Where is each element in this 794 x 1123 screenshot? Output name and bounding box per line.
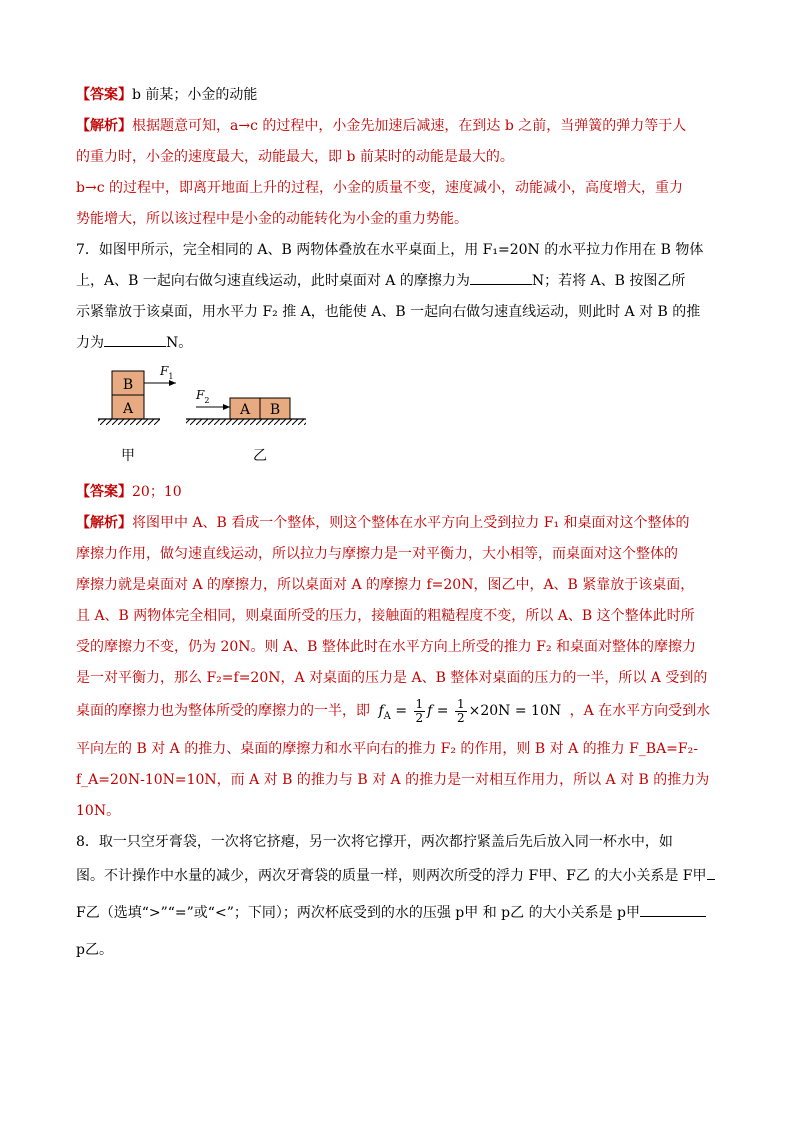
analysis-1-line-4: 势能增大，所以该过程中是小金的动能转化为小金的重力势能。: [76, 211, 468, 227]
formula: $f_A$ = $\frac{1}{2}$ f = $\frac{1}{2}$ ×20N = 10N: [378, 696, 562, 725]
question-7-line-1: 7．如图甲所示，完全相同的 A、B 两物体叠放在水平桌面上，用 F₁=20N 的水平拉力作用在 B 物体: [76, 242, 704, 258]
answer-tag: 【答案】: [76, 87, 132, 103]
analysis-2-line-9: f_A=20N-10N=10N，而 A 对 B 的推力与 B 对 A 的推力是一对相互作用力，所以 A 对 B 的推力为: [76, 771, 710, 788]
analysis-2-tag: 【解析】: [76, 515, 132, 531]
figure-blocks: [76, 359, 722, 477]
force-label-f1: $F_1$: [160, 364, 174, 381]
analysis-2-line-8: 平向左的 B 对 A 的推力、桌面的摩擦力和水平向右的推力 F₂ 的作用，则 B 对 A 的推力 F_BA=F₂-: [76, 740, 698, 757]
question-8-line-2: 图。不计操作中水量的减少，两次牙膏袋的质量一样，则两次所受的浮力 F甲、F乙 的大小关系是 F甲: [76, 867, 707, 884]
table-hatch-left: [98, 419, 160, 425]
analysis-2-line-6: 是一对平衡力，那么 F₂=f=20N，A 对桌面的压力是 A、B 整体对桌面的压力的一半，所以 A 受到的: [76, 670, 708, 686]
analysis-1-line-3: b→c 的过程中，即离开地面上升的过程，小金的质量不变，速度减小，动能减小，高度增大，重力: [76, 180, 683, 196]
block-b-side-label: B: [269, 402, 281, 418]
answer-blank-2[interactable]: [104, 331, 166, 347]
block-b-label: B: [122, 377, 134, 393]
answer-2-tag: 【答案】: [76, 484, 132, 500]
analysis-2-line-2: 摩擦力作用，做匀速直线运动，所以拉力与摩擦力是一对平衡力，大小相等，而桌面对这个整体的: [76, 546, 678, 562]
analysis-1-line-1: 根据题意可知，a→c 的过程中，小金先加速后减速，在到达 b 之前，当弹簧的弹力等于人: [132, 118, 687, 134]
analysis-2-line-3: 摩擦力就是桌面对 A 的摩擦力，所以桌面对 A 的摩擦力 f=20N，图乙中，A、B 紧靠放于该桌面，: [76, 577, 695, 593]
answer-text: b 前某；小金的动能: [132, 87, 258, 103]
analysis-2-line-7: 桌面的摩擦力也为整体所受的摩擦力的一半，即 $f_A$ = $\frac{1}{2}$ f = $\frac{1}{2}$ ×20N = 10N ，A 在水平方向受到水: [76, 696, 711, 725]
question-7-line-4b: N。: [166, 335, 193, 351]
answer-blank-4[interactable]: [640, 901, 706, 917]
question-7-line-2a: 上，A、B 一起向右做匀速直线运动，此时桌面对 A 的摩擦力为: [76, 273, 470, 289]
analysis-1: [76, 111, 722, 235]
blocks-diagram: [76, 359, 722, 477]
analysis-2-line-4: 且 A、B 两物体完全相同，则桌面所受的压力，接触面的粗糙程度不变，所以 A、B 这个整体此时所: [76, 608, 695, 624]
fraction-half-1: $\frac{1}{2}$: [415, 696, 424, 725]
question-7-line-3: 示紧靠放于该桌面，用水平力 F₂ 推 A，也能使 A、B 一起向右做匀速直线运动，则此时 A 对 B 的推: [76, 304, 701, 320]
analysis-2-line-5: 受的摩擦力不变，仍为 20N。则 A、B 整体此时在水平方向上所受的推力 F₂ 和桌面对整体的摩擦力: [76, 639, 697, 655]
force-label-f2: $F_2$: [196, 388, 210, 405]
analysis-2-line-1: 将图甲中 A、B 看成一个整体，则这个整体在水平方向上受到拉力 F₁ 和桌面对这个整体的: [132, 515, 690, 531]
analysis-tag: 【解析】: [76, 118, 132, 134]
figure-label-yi: 乙: [253, 448, 267, 464]
table-hatch-right: [186, 419, 306, 425]
analysis-2: [76, 508, 722, 827]
question-8-line-1: 8．取一只空牙膏袋，一次将它挤瘪，另一次将它撑开，两次都拧紧盖后先后放入同一杯水中，如: [76, 833, 673, 850]
figure-label-jia: 甲: [121, 448, 135, 464]
answer-blank-1[interactable]: [470, 269, 532, 285]
question-7-line-4a: 力为: [76, 335, 104, 351]
question-7: [76, 235, 722, 359]
question-7-line-2b: N；若将 A、B 按图乙所: [531, 273, 686, 289]
answer-2-text: 20；10: [132, 484, 182, 500]
fraction-half-2: $\frac{1}{2}$: [456, 696, 465, 725]
analysis-2-line-10: 10N。: [76, 802, 121, 819]
answer-blank-3[interactable]: [707, 864, 715, 880]
question-8-line-3: F乙（选填“>”“=”或“<”；下同）；两次杯底受到的水的压强 p甲 和 p乙 的大小关系是 p甲: [76, 904, 640, 921]
document-page: [76, 80, 722, 969]
question-8: [76, 827, 722, 969]
block-a-label: A: [122, 401, 134, 417]
arrowhead-f2: [223, 404, 230, 410]
question-8-line-4: p乙。: [76, 941, 113, 958]
block-a-side-label: A: [239, 402, 251, 418]
answer-2: [76, 477, 722, 508]
analysis-1-line-2: 的重力时，小金的速度最大，动能最大，即 b 前某时的动能是最大的。: [76, 149, 514, 165]
answer-1: [76, 80, 722, 111]
